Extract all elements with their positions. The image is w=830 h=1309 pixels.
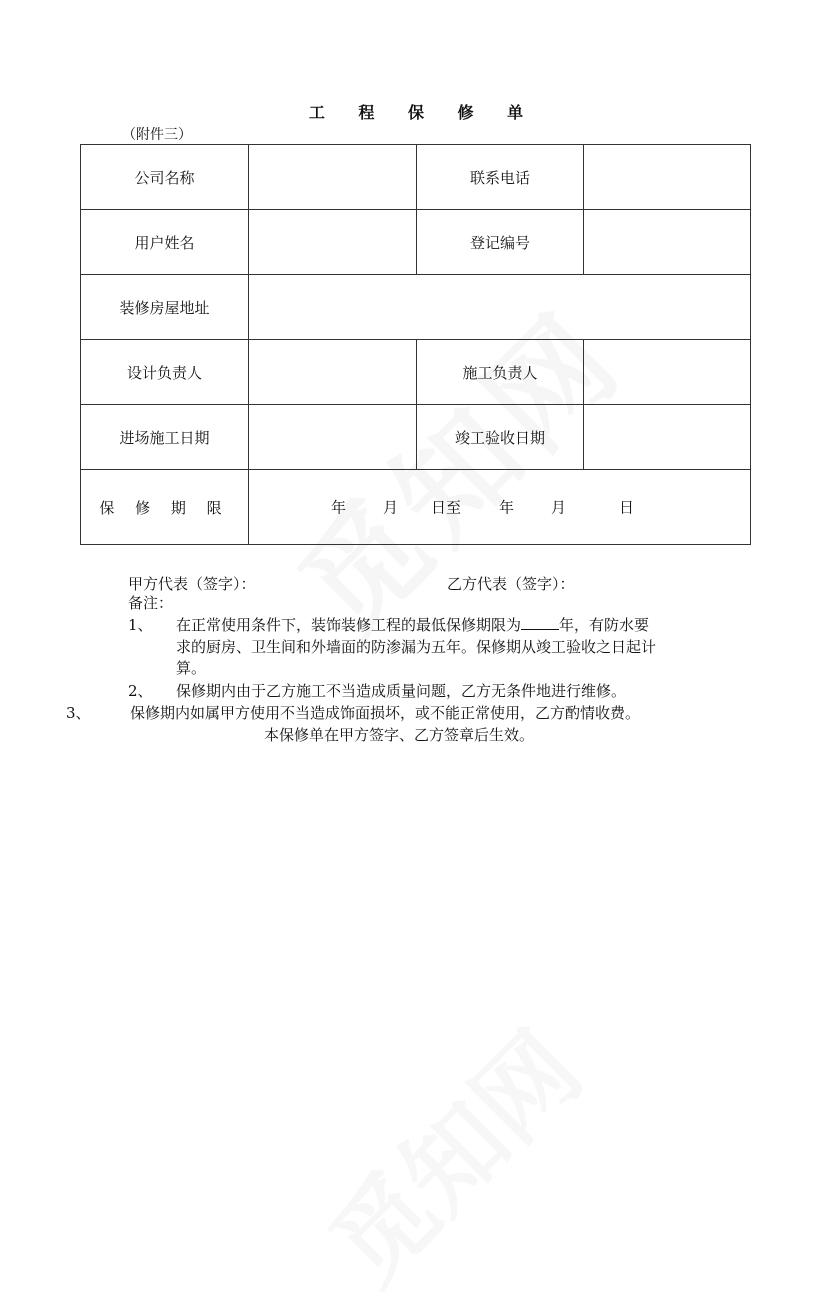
start-date-label: 进场施工日期 — [81, 405, 249, 470]
note-1-text-b: 年，有防水要 — [559, 616, 650, 634]
user-name-label: 用户姓名 — [81, 210, 249, 275]
table-row — [81, 145, 751, 210]
contact-phone-field[interactable] — [584, 145, 751, 210]
note-1-text-a: 在正常使用条件下，装饰装修工程的最低保修期限为 — [176, 616, 522, 634]
user-name-field[interactable] — [249, 210, 417, 275]
note-3-number: 3、 — [66, 704, 91, 722]
warranty-period-label: 保 修 期 限 — [81, 470, 249, 545]
completion-date-label: 竣工验收日期 — [417, 405, 584, 470]
designer-field[interactable] — [249, 340, 417, 405]
period-month-start: 月 — [383, 498, 399, 517]
table-row — [81, 405, 751, 470]
note-3-text: 保修期内如属甲方使用不当造成饰面损坏，或不能正常使用，乙方酌情收费。 — [130, 704, 641, 722]
registration-no-label: 登记编号 — [417, 210, 584, 275]
note-1-blank[interactable] — [521, 615, 559, 630]
constructor-label: 施工负责人 — [417, 340, 584, 405]
watermark-bottom — [293, 995, 607, 1309]
contact-phone-label: 联系电话 — [417, 145, 584, 210]
table-row — [81, 275, 751, 340]
table-row — [81, 210, 751, 275]
company-name-label: 公司名称 — [81, 145, 249, 210]
notes-label: 备注： — [128, 594, 174, 612]
warranty-period-field[interactable] — [249, 470, 751, 545]
validity-statement: 本保修单在甲方签字、乙方签章后生效。 — [264, 726, 535, 744]
start-date-field[interactable] — [249, 405, 417, 470]
registration-no-field[interactable] — [584, 210, 751, 275]
completion-date-field[interactable] — [584, 405, 751, 470]
table-row — [81, 470, 751, 545]
party-a-signature-label: 甲方代表（签字）： — [128, 575, 256, 593]
note-1-line-1 — [176, 615, 649, 636]
table-row — [81, 340, 751, 405]
period-year-start: 年 — [331, 498, 347, 517]
page-title: 工 程 保 修 单 — [308, 103, 538, 122]
company-name-field[interactable] — [249, 145, 417, 210]
period-day-to: 日至 — [431, 498, 462, 517]
note-1-line-3: 算。 — [176, 659, 207, 677]
address-field[interactable] — [249, 275, 751, 340]
designer-label: 设计负责人 — [81, 340, 249, 405]
note-1-line-2: 求的厨房、卫生间和外墙面的防渗漏为五年。保修期从竣工验收之日起计 — [176, 638, 657, 656]
note-2-text: 保修期内由于乙方施工不当造成质量问题，乙方无条件地进行维修。 — [176, 682, 627, 700]
attachment-label: （附件三） — [122, 127, 192, 143]
constructor-field[interactable] — [584, 340, 751, 405]
warranty-form-table — [80, 144, 751, 545]
period-day-end: 日 — [619, 498, 635, 517]
note-1-number: 1、 — [128, 616, 153, 634]
note-2-number: 2、 — [128, 682, 153, 700]
party-b-signature-label: 乙方代表（签字）： — [447, 575, 575, 593]
period-year-end: 年 — [499, 498, 515, 517]
period-month-end: 月 — [551, 498, 567, 517]
address-label: 装修房屋地址 — [81, 275, 249, 340]
